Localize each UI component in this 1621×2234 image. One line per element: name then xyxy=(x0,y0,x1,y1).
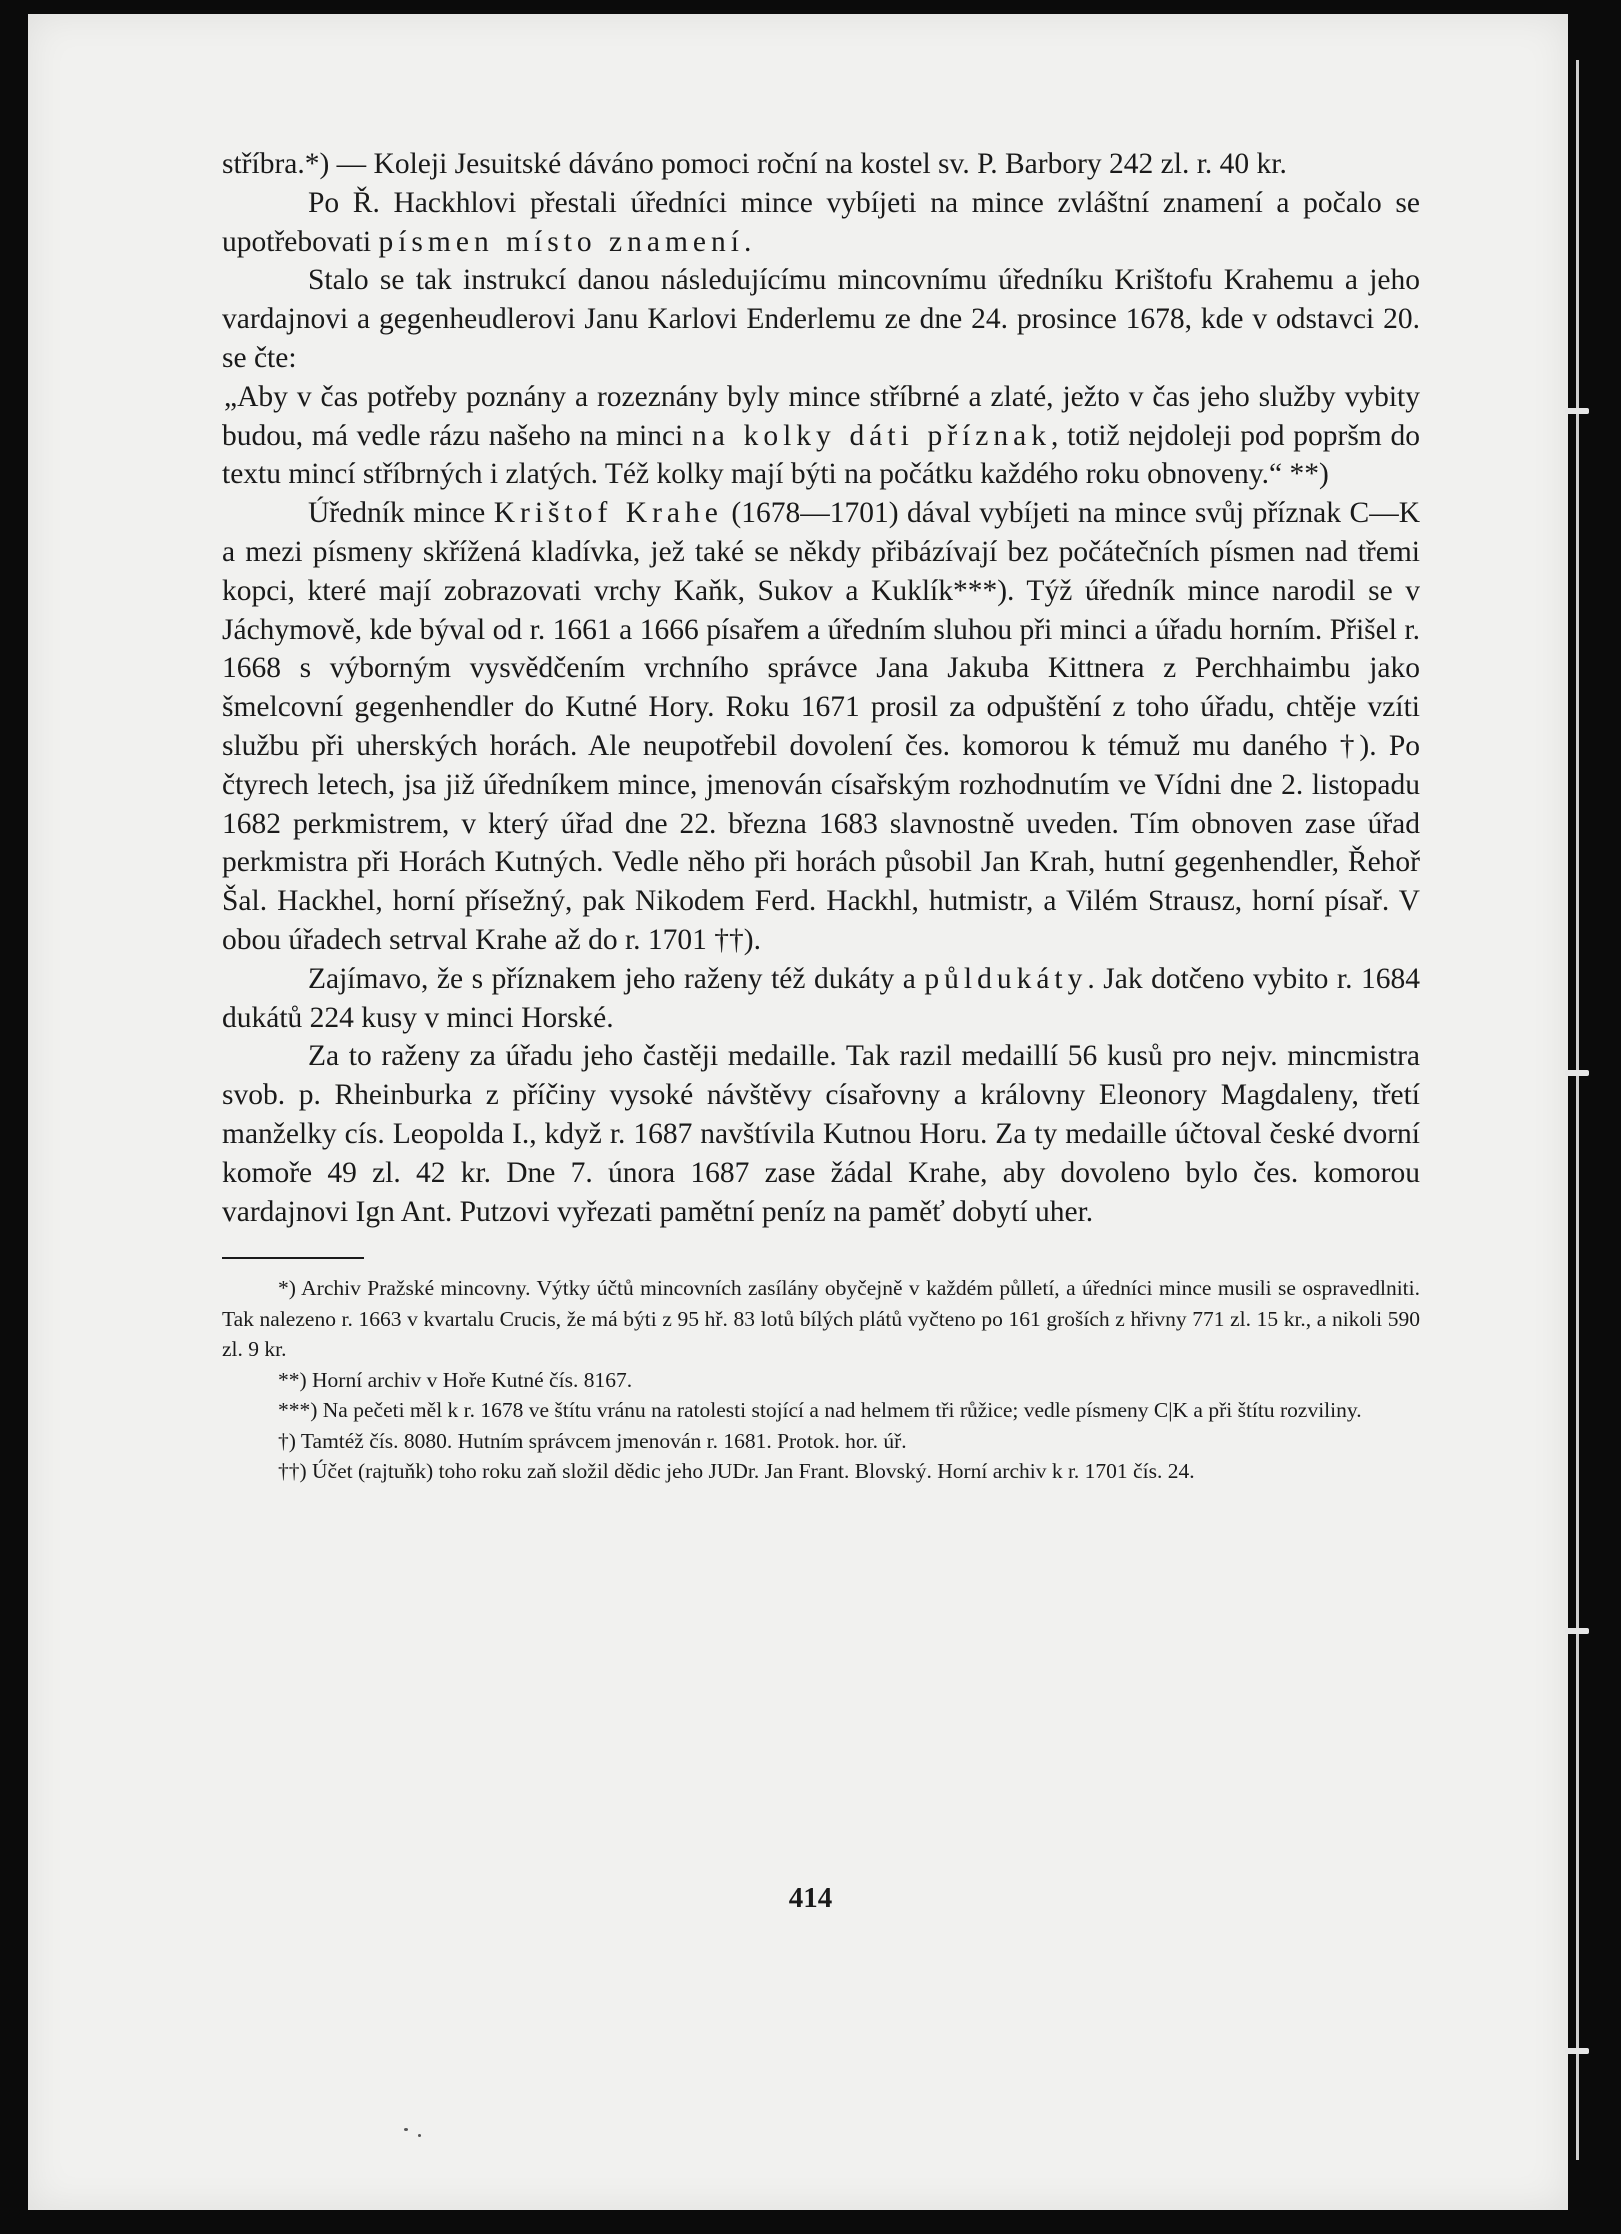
footnote: **) Horní archiv v Hoře Kutné čís. 8167. xyxy=(278,1367,633,1392)
paragraph: stříbra.*) — Koleji Jesuitské dáváno pomoci roční na kostel sv. P. Barbory 242 zl. r. 40 kr. xyxy=(222,148,1287,180)
text-run: Úředník mince xyxy=(308,497,494,530)
page-text-block xyxy=(222,145,1420,1487)
edge-tick-mark xyxy=(1565,1070,1589,1076)
edge-tick-mark xyxy=(1565,1628,1589,1634)
footnotes xyxy=(222,1273,1420,1487)
text-run: (1678—1701) dával vybíjeti na mince svůj příznak C—K a mezi písmeny skřížená kladívka, jež také se někdy přibázívají bez počátečních písmen nad třemi kopci, které mají zobrazovati vrchy Kaňk, Sukov a Kuklík***). Týž úředník mince narodil se v Jáchymově, kde býval od r. 1661 a 1666 písařem a úředním sluhou při minci a úřadu horním. Přišel r. 1668 s výborným vysvědčením vrchního správce Jana Jakuba Kittnera z Perchhaimbu jako šmelcovní gegenhendler do Kutné Hory. Roku 1671 prosil za odpuštění z toho úřadu, chtěje vzíti službu při uherských horách. Ale neupotřebil dovolení čes. komorou k témuž mu daného †). Po čtyrech letech, jsa již úředníkem mince, jmenován císařským rozhodnutím ve Vídni dne 2. listopadu 1682 perkmistrem, v který úřad dne 22. března 1683 slavnostně uveden. Tím obnoven zase úřad perkmistra při Horách Kutných. Vedle něho při horách působil Jan Krah, hutní gegenhendler, Řehoř Šal. Hackhel, horní přísežný, pak Nikodem Ferd. Hackhl, hutmistr, a Vilém Strausz, horní písař. V obou úřadech setrval Krahe až do r. 1701 ††). xyxy=(222,497,1421,956)
footnote: †) Tamtéž čís. 8080. Hutním správcem jmenován r. 1681. Protok. hor. úř. xyxy=(278,1428,907,1453)
page-edge-line xyxy=(1576,60,1579,2160)
text-run: . Jak dotčeno vybito r. 1684 dukátů 224 kusy v minci Horské. xyxy=(222,962,1420,1034)
edge-tick-mark xyxy=(1565,408,1589,414)
paragraph xyxy=(222,960,1420,1038)
page-number: 414 xyxy=(788,1882,833,1914)
text-run: , totiž nejdoleji pod popršm do textu mincí stříbrných i zlatých. Též kolky mají býti na počátku každého roku obnoveny.“ **) xyxy=(222,419,1421,491)
footnote-divider xyxy=(222,1257,364,1259)
spaced-emphasis: půldukáty xyxy=(924,962,1088,995)
paragraph: Za to raženy za úřadu jeho častěji medaille. Tak razil medaillí 56 kusů pro nejv. mincmistra svob. p. Rheinburka z příčiny vysoké návštěvy císařovny a královny Eleonory Magdaleny, třetí manželky cís. Leopolda I., když r. 1687 navštívila Kutnou Horu. Za ty medaille účtoval české dvorní komoře 49 zl. 42 kr. Dne 7. února 1687 zase žádal Krahe, aby dovoleno bylo čes. komorou vardajnovi Ign Ant. Putzovi vyřezati pamětní peníz na paměť dobytí uher. xyxy=(222,1040,1420,1228)
paragraph: Stalo se tak instrukcí danou následujícímu mincovnímu úředníku Krištofu Krahemu a jeho vardajnovi a gegenheudlerovi Janu Karlovi Enderlemu ze dne 24. prosince 1678, kde v odstavci 20. se čte: xyxy=(222,264,1420,374)
edge-tick-mark xyxy=(1565,2048,1589,2054)
quoted-paragraph xyxy=(222,378,1420,494)
text-run: „Aby v čas potřeby poznány a rozeznány byly mince stříbrné a zlaté, ježto v čas jeho služby vybity budou, má vedle rázu našeho na minci xyxy=(222,380,1420,452)
paragraph xyxy=(222,494,1420,960)
footnote: ***) Na pečeti měl k r. 1678 ve štítu vránu na ratolesti stojící a nad helmem tři růžice; vedle písmeny C|K a při štítu rozviliny. xyxy=(278,1398,1362,1423)
footnote: ††) Účet (rajtuňk) toho roku zaň složil dědic jeho JUDr. Jan Frant. Blovský. Horní archiv k r. 1701 čís. 24. xyxy=(278,1459,1195,1484)
text-run: Po Ř. Hackhlovi přestali úředníci mince vybíjeti na mince zvláštní znamení a počalo se upotřebovati xyxy=(222,186,1420,258)
paragraph xyxy=(222,184,1420,262)
scan-speck xyxy=(418,2134,421,2137)
main-text xyxy=(222,145,1420,1231)
text-run: Zajímavo, že s příznakem jeho raženy též dukáty a xyxy=(308,962,925,995)
spaced-emphasis: Krištof Krahe xyxy=(493,497,723,530)
scan-speck xyxy=(404,2128,408,2131)
spaced-emphasis: na kolky dáti příznak xyxy=(692,419,1051,452)
spaced-emphasis: písmen místo znamení xyxy=(378,225,744,258)
footnote: *) Archiv Pražské mincovny. Výtky účtů mincovních zasílány obyčejně v každém půlletí, a úředníci mince musili se ospravedlniti. Tak nalezeno r. 1663 v kvartalu Crucis, že má býti z 95 hř. 83 lotů bílých plátů vyčteno po 161 groších z hřivny 771 zl. 15 kr., a nikoli 590 zl. 9 kr. xyxy=(222,1276,1420,1362)
text-run: . xyxy=(743,225,752,258)
